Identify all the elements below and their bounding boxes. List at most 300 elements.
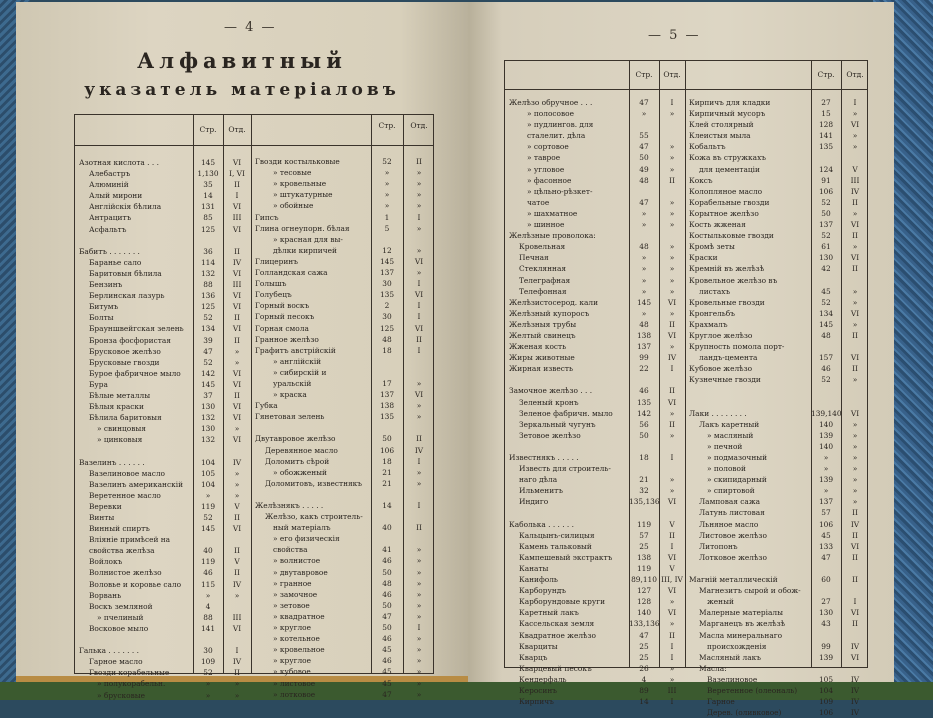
entry-page: 132 xyxy=(200,268,216,278)
index-entry xyxy=(509,108,685,119)
entry-page: 140 xyxy=(636,608,652,618)
entry-name: Брауншвейгская зелень xyxy=(89,324,184,334)
entry-name: Бѣлыя краски xyxy=(89,402,144,412)
entry-name: Бурое фабричное мыло xyxy=(89,368,181,378)
entry-page: 138 xyxy=(636,552,652,562)
entry-page xyxy=(193,634,223,645)
entry-name: » цѣльно-рѣзкет- xyxy=(527,186,593,196)
entry-page: 48 xyxy=(821,330,831,340)
entry-name: Волнистое желѣзо xyxy=(89,568,162,578)
entry-name: Бабитъ . . . . . . . xyxy=(79,246,140,256)
entry-section: II xyxy=(669,419,675,429)
entry-name: Бѣлые металлы xyxy=(89,390,151,400)
entry-page: » xyxy=(641,220,647,230)
entry-name: Глина огнеупорн. бѣлая xyxy=(255,223,350,233)
index-entry xyxy=(79,401,251,412)
entry-section: » xyxy=(416,645,422,655)
entry-section: I xyxy=(417,212,421,222)
entry-name: Воскъ земляной xyxy=(89,601,153,611)
index-entry xyxy=(255,544,435,555)
entry-name: » красная для вы- xyxy=(273,234,343,244)
index-entry xyxy=(79,379,251,390)
index-entry xyxy=(79,579,251,590)
entry-page: 139 xyxy=(818,475,834,485)
entry-name xyxy=(79,445,193,456)
index-entry xyxy=(255,433,435,444)
entry-name: Кровельное желѣзо въ xyxy=(689,275,778,285)
entry-section: » xyxy=(852,453,858,462)
entry-section: I xyxy=(670,364,674,374)
entry-page: 139 xyxy=(818,430,834,440)
entry-name: Гарное масло xyxy=(89,657,143,667)
entry-name: Печная xyxy=(519,253,549,263)
entry-name xyxy=(255,489,371,500)
index-entry xyxy=(509,297,685,308)
index-entry xyxy=(79,479,251,490)
entry-page: 130 xyxy=(200,424,216,434)
entry-page: 136 xyxy=(200,291,216,301)
entry-section: IV xyxy=(850,708,860,718)
entry-name: » круглое xyxy=(273,656,311,666)
entry-page: 109 xyxy=(200,657,216,667)
entry-name xyxy=(509,441,629,452)
index-entry xyxy=(255,400,435,411)
entry-name: Клей столярный xyxy=(689,120,754,130)
index-entry xyxy=(79,445,251,456)
entry-section: » xyxy=(416,378,422,388)
entry-section: IV xyxy=(850,697,860,707)
entry-name: Краски xyxy=(689,253,718,263)
entry-page: 130 xyxy=(200,402,216,412)
entry-page: » xyxy=(205,590,211,600)
entry-page: 47 xyxy=(821,552,831,562)
entry-section: VI xyxy=(667,297,677,307)
index-entry xyxy=(509,685,685,696)
entry-section: » xyxy=(416,190,422,200)
entry-page: 106 xyxy=(818,708,834,718)
index-entry xyxy=(255,345,435,356)
page-subtitle: указатель матеріаловъ xyxy=(84,80,400,100)
entry-page: 50 xyxy=(382,623,392,633)
index-entry xyxy=(79,168,251,179)
entry-page: 125 xyxy=(200,302,216,312)
entry-section: » xyxy=(669,674,675,684)
entry-name: женый xyxy=(707,597,734,607)
index-entry xyxy=(689,652,869,663)
entry-name: Клеистыя мыла xyxy=(689,131,751,141)
entry-page: 48 xyxy=(639,319,649,329)
index-entry xyxy=(509,208,685,219)
index-entry xyxy=(255,389,435,400)
index-entry xyxy=(509,141,685,152)
entry-name: » брусковые xyxy=(97,690,146,700)
entry-page xyxy=(811,630,841,641)
index-entry xyxy=(689,552,869,563)
index-entry xyxy=(509,519,685,530)
entry-page: 18 xyxy=(382,345,392,355)
entry-page: 135,136 xyxy=(629,497,660,507)
entry-page: 50 xyxy=(382,434,392,444)
index-entry xyxy=(255,611,435,622)
entry-page: 57 xyxy=(639,530,649,540)
entry-name: Бензинъ xyxy=(89,280,123,290)
entry-name: Горный воскъ xyxy=(255,301,310,311)
entry-name: Двутавровое желѣзо xyxy=(255,434,336,444)
index-entry xyxy=(689,363,869,374)
entry-section: II xyxy=(234,568,240,578)
index-entry xyxy=(255,278,435,289)
index-entry xyxy=(79,257,251,268)
entry-page: 105 xyxy=(200,468,216,478)
entry-page: » xyxy=(384,168,390,178)
index-entry xyxy=(509,408,685,419)
index-entry xyxy=(509,319,685,330)
entry-name: Гранное желѣзо xyxy=(255,334,319,344)
page-number: — 5 — xyxy=(648,28,701,43)
entry-section xyxy=(659,441,685,452)
entry-section: » xyxy=(416,611,422,621)
index-entry xyxy=(689,108,869,119)
entry-page: 99 xyxy=(821,641,831,651)
entry-page: 133 xyxy=(818,541,834,551)
entry-page: 48 xyxy=(639,242,649,252)
index-entry xyxy=(689,330,869,341)
entry-section: II xyxy=(852,364,858,374)
entry-page: 85 xyxy=(203,213,213,223)
entry-name: Латунь листовая xyxy=(699,508,765,518)
entry-page xyxy=(811,663,841,674)
entry-name: Зетовое желѣзо xyxy=(519,430,581,440)
entry-name: Вазелинъ . . . . . . xyxy=(79,457,145,467)
entry-name: сталелит. дѣла xyxy=(527,131,586,141)
index-entry xyxy=(689,530,869,541)
entry-page: 89 xyxy=(639,685,649,695)
entry-section: IV xyxy=(414,445,424,455)
entry-name: Кобальтъ xyxy=(689,142,726,152)
entry-name: Горный песокъ xyxy=(255,312,315,322)
entry-section: VI xyxy=(232,402,242,412)
entry-page: 21 xyxy=(382,467,392,477)
entry-name: Лотковое желѣзо xyxy=(699,552,767,562)
entry-section: III xyxy=(232,213,242,223)
entry-page: 128 xyxy=(818,120,834,130)
entry-section xyxy=(223,534,251,545)
index-entry xyxy=(255,234,435,245)
entry-section xyxy=(841,630,869,641)
entry-section: I xyxy=(417,279,421,289)
entry-section: » xyxy=(416,467,422,477)
index-entry xyxy=(509,219,685,230)
entry-page: 132 xyxy=(200,435,216,445)
entry-name: Ламповая сажа xyxy=(699,497,761,507)
index-entry xyxy=(255,411,435,422)
entry-name: Винный спиртъ xyxy=(89,524,150,534)
entry-name: » круглое xyxy=(273,623,311,633)
entry-page: 115 xyxy=(200,579,216,589)
entry-section: » xyxy=(669,109,675,119)
entry-page xyxy=(811,563,841,574)
index-entry xyxy=(79,567,251,578)
entry-name: » кубовое xyxy=(273,667,311,677)
index-entry xyxy=(509,119,685,130)
index-entry xyxy=(255,689,435,700)
entry-section: I xyxy=(670,453,674,462)
entry-section: » xyxy=(416,556,422,566)
entry-name: Масляный лакъ xyxy=(699,652,761,662)
entry-section: VI xyxy=(850,308,860,318)
page-title: Алфавитный xyxy=(137,48,347,73)
entry-section: IV xyxy=(232,457,242,467)
entry-page: 125 xyxy=(200,224,216,234)
entry-section: » xyxy=(416,600,422,610)
entry-page: 134 xyxy=(200,324,216,334)
index-entry xyxy=(255,178,435,189)
header-section: Отд. xyxy=(663,70,681,79)
entry-section: I xyxy=(417,312,421,322)
entry-page: 142 xyxy=(200,368,216,378)
entry-name: Кронгельбъ xyxy=(689,308,735,318)
entry-page: 106 xyxy=(379,445,395,455)
entry-page: 145 xyxy=(200,379,216,389)
entry-page: 47 xyxy=(639,630,649,640)
index-entry xyxy=(689,707,869,718)
entry-name: Глицеринъ xyxy=(255,256,298,266)
entry-name: » зетовое xyxy=(273,600,310,610)
entry-page: 48 xyxy=(382,334,392,344)
entry-section: » xyxy=(416,578,422,588)
entry-page xyxy=(629,230,659,241)
entry-name: Крахмалъ xyxy=(689,319,728,329)
entry-page: 27 xyxy=(821,597,831,607)
index-entry xyxy=(79,612,251,623)
entry-page xyxy=(371,356,403,367)
index-entry xyxy=(509,341,685,352)
entry-name: Веретенное масло xyxy=(89,490,161,500)
entry-section: III xyxy=(667,685,677,695)
index-entry xyxy=(255,567,435,578)
entry-page: 130 xyxy=(818,253,834,263)
index-entry xyxy=(255,156,435,167)
entry-page: 142 xyxy=(636,408,652,418)
entry-name: » пчелиный xyxy=(97,612,144,622)
index-entry xyxy=(689,485,869,496)
entry-section: VI xyxy=(232,291,242,301)
entry-section: VI xyxy=(232,435,242,445)
index-entry xyxy=(79,279,251,290)
entry-section xyxy=(403,356,435,367)
index-entry xyxy=(255,633,435,644)
entry-section: » xyxy=(416,667,422,677)
entry-name: Гвозди корабельные xyxy=(89,668,170,678)
entry-page: 1 xyxy=(384,212,390,222)
entry-page xyxy=(371,367,403,378)
index-entry xyxy=(79,501,251,512)
entry-section: V xyxy=(669,563,675,573)
index-table xyxy=(74,114,434,700)
index-entry xyxy=(689,130,869,141)
entry-section: VI xyxy=(232,158,242,167)
entry-page: 45 xyxy=(821,286,831,296)
index-entry xyxy=(509,352,685,363)
entry-page: 47 xyxy=(382,611,392,621)
index-entry xyxy=(255,467,435,478)
entry-page: 17 xyxy=(382,378,392,388)
index-entry xyxy=(689,463,869,474)
entry-page: » xyxy=(823,453,829,462)
entry-section: II xyxy=(234,313,240,323)
entry-section: II xyxy=(234,546,240,556)
entry-section xyxy=(223,634,251,645)
entry-section: » xyxy=(669,242,675,252)
entry-name: Кассельская земля xyxy=(519,619,595,629)
entry-name: » цинковыя xyxy=(97,435,143,445)
index-entry xyxy=(509,663,685,674)
entry-page: » xyxy=(205,679,211,689)
entry-name: Замочное желѣзо . . . xyxy=(509,386,593,396)
entry-name xyxy=(509,507,629,518)
index-entry xyxy=(689,419,869,430)
entry-section: I xyxy=(417,301,421,311)
entry-name: Кальцынъ-силицыя xyxy=(519,530,595,540)
index-entry xyxy=(79,545,251,556)
entry-page: » xyxy=(641,253,647,263)
entry-name: Брусковое желѣзо xyxy=(89,346,161,356)
entry-page: » xyxy=(641,286,647,296)
entry-name: Бронза фосфористая xyxy=(89,335,171,345)
index-entry xyxy=(79,556,251,567)
entry-page xyxy=(811,275,841,286)
entry-section: VI xyxy=(667,608,677,618)
index-entry xyxy=(255,666,435,677)
entry-section: VI xyxy=(232,302,242,312)
entry-section: II xyxy=(234,246,240,256)
entry-page: » xyxy=(641,264,647,274)
entry-page: 55 xyxy=(639,131,649,141)
entry-page xyxy=(629,119,659,130)
entry-page xyxy=(811,385,841,396)
index-entry xyxy=(79,523,251,534)
entry-name: Масла минеральнаго xyxy=(699,630,783,640)
entry-page: 36 xyxy=(203,246,213,256)
index-entry xyxy=(689,474,869,485)
index-entry xyxy=(79,667,251,678)
entry-name: Гарное xyxy=(707,697,735,707)
entry-page: 40 xyxy=(382,523,392,533)
entry-section: VI xyxy=(232,524,242,534)
entry-name: Асфальтъ xyxy=(89,224,127,234)
entry-section: » xyxy=(234,690,240,700)
index-entry xyxy=(255,533,435,544)
entry-page xyxy=(629,507,659,518)
entry-page: 104 xyxy=(200,479,216,489)
index-entry xyxy=(689,563,869,574)
entry-section xyxy=(659,186,685,197)
entry-name: Листовое желѣзо xyxy=(699,530,767,540)
index-entry xyxy=(509,363,685,374)
entry-section: » xyxy=(416,201,422,211)
entry-section: VI xyxy=(232,202,242,212)
entry-section: II xyxy=(852,231,858,241)
entry-name: Гвозди костыльковые xyxy=(255,157,340,167)
entry-name: Костыльковые гвозди xyxy=(689,231,774,241)
entry-name: Голубецъ xyxy=(255,290,292,300)
index-entry xyxy=(509,574,685,585)
index-entry xyxy=(509,541,685,552)
entry-page: 106 xyxy=(818,186,834,196)
entry-page: » xyxy=(384,201,390,211)
entry-name: Каретный лакъ xyxy=(519,608,579,618)
entry-page: 49 xyxy=(639,164,649,174)
header-page: Стр. xyxy=(817,70,835,79)
entry-section: » xyxy=(669,408,675,418)
entry-name: Бѣлила баритовыя xyxy=(89,413,162,423)
entry-name: Зеркальный чугунъ xyxy=(519,419,596,429)
entry-page: 145 xyxy=(636,297,652,307)
entry-section: I, VI xyxy=(229,169,245,179)
entry-section: » xyxy=(416,245,422,255)
entry-name: Кубовое желѣзо xyxy=(689,364,753,374)
entry-name: Битумъ xyxy=(89,302,119,312)
entry-section: VI xyxy=(232,268,242,278)
index-entry xyxy=(509,374,685,385)
entry-section: » xyxy=(852,319,858,329)
entry-section: IV xyxy=(232,579,242,589)
entry-section: VI xyxy=(667,552,677,562)
entry-name: » пудлингов. для xyxy=(527,120,594,130)
index-entry xyxy=(255,367,435,378)
entry-section: V xyxy=(669,519,675,529)
index-entry xyxy=(509,441,685,452)
entry-section: VI xyxy=(414,256,424,266)
index-entry xyxy=(689,341,869,352)
entry-name: Литопонъ xyxy=(699,541,738,551)
entry-section: » xyxy=(416,545,422,555)
index-entry xyxy=(79,323,251,334)
entry-section: VI xyxy=(232,368,242,378)
entry-page: 46 xyxy=(382,634,392,644)
entry-name: Стеклянная xyxy=(519,264,567,274)
index-entry xyxy=(509,563,685,574)
entry-name: » лотковое xyxy=(273,689,316,699)
index-entry xyxy=(79,590,251,601)
index-entry xyxy=(689,674,869,685)
entry-name: Камень тальковый xyxy=(519,541,592,551)
index-entry xyxy=(689,607,869,618)
entry-page: 25 xyxy=(639,652,649,662)
entry-name: Каболька . . . . . . xyxy=(509,519,574,529)
entry-section: II xyxy=(234,668,240,678)
entry-page: 32 xyxy=(639,486,649,496)
index-entry xyxy=(79,423,251,434)
entry-name: Известнякъ . . . . . xyxy=(509,453,579,462)
entry-name: Кирпичъ для кладки xyxy=(689,98,771,107)
entry-name: Доломитовъ, известнякъ xyxy=(265,478,363,488)
index-entry xyxy=(689,430,869,441)
index-entry xyxy=(689,541,869,552)
entry-section: VI xyxy=(232,324,242,334)
entry-section xyxy=(223,235,251,246)
entry-name: листахъ xyxy=(699,286,731,296)
entry-page: 61 xyxy=(821,242,831,252)
entry-section: » xyxy=(669,286,675,296)
index-entry xyxy=(509,463,685,474)
index-entry xyxy=(509,385,685,396)
index-entry xyxy=(689,618,869,629)
entry-section: II xyxy=(852,530,858,540)
entry-page: 125 xyxy=(379,323,395,333)
entry-name: Войлокъ xyxy=(89,557,123,567)
entry-name: » полукорабельн. xyxy=(97,679,166,689)
